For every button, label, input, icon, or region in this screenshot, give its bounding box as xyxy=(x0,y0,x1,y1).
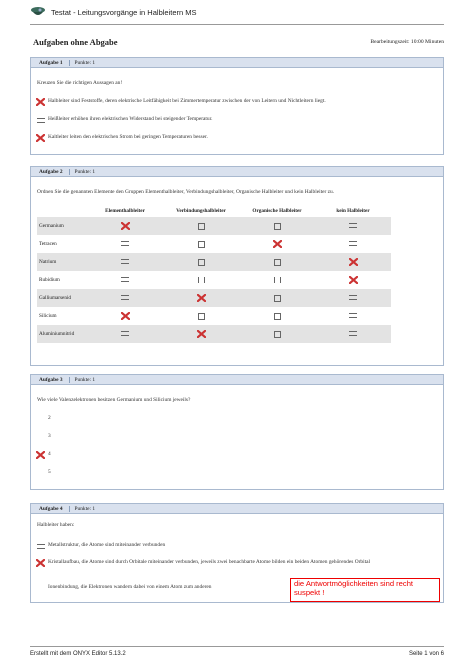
column-header: Organische Halbleiter xyxy=(252,208,302,214)
answer-text: Heißleiter erhöhen ihren elektrischen Widerstand bei steigender Temperatur. xyxy=(48,116,213,122)
column-header: Verbindungshalbleiter xyxy=(176,208,226,214)
annotation-note: die Antwortmöglichkeiten sind recht suspekt ! xyxy=(290,578,440,602)
checkbox-icon[interactable] xyxy=(239,289,315,307)
row-label: Germanium xyxy=(37,217,87,235)
checkbox-icon[interactable] xyxy=(163,253,239,271)
row-label: Silicium xyxy=(39,313,57,319)
checkbox-icon[interactable] xyxy=(163,217,239,235)
time-limit: Bearbeitungszeit: 10:00 Minuten xyxy=(370,39,444,45)
cross-mark-icon[interactable] xyxy=(315,253,391,271)
answer-option[interactable] xyxy=(36,469,51,477)
checkbox-icon[interactable] xyxy=(239,325,315,343)
empty-mark-icon[interactable] xyxy=(315,289,391,307)
column-header: kein Halbleiter xyxy=(336,208,370,214)
task-3-header xyxy=(31,375,443,385)
footer-editor: Erstellt mit dem ONYX Editor 5.13.2 xyxy=(30,651,126,657)
answer-option[interactable] xyxy=(36,98,326,106)
answer-text: 4 xyxy=(48,451,51,457)
cross-mark-icon xyxy=(36,98,45,106)
table-row xyxy=(37,271,391,289)
table-row xyxy=(37,289,391,307)
cross-mark-icon xyxy=(36,559,45,567)
empty-mark-icon xyxy=(36,116,45,124)
cross-mark-icon xyxy=(36,134,45,142)
partial-box-icon[interactable] xyxy=(163,271,239,289)
task-label: Aufgabe 3 xyxy=(31,377,70,383)
checkbox-icon[interactable] xyxy=(239,217,315,235)
answer-option[interactable] xyxy=(36,134,208,142)
row-label: Natrium xyxy=(37,253,87,271)
empty-mark-icon[interactable] xyxy=(315,307,391,325)
cross-mark-icon[interactable] xyxy=(87,307,163,325)
empty-mark-icon xyxy=(36,433,45,441)
answer-text: Halbleiter sind Feststoffe, deren elektrische Leitfähigkeit bei Zimmertemperatur zwischen der von Leitern und Nichtleitern liegt. xyxy=(48,98,326,104)
empty-mark-icon xyxy=(36,584,45,592)
empty-mark-icon xyxy=(36,542,45,550)
footer-page-number: Seite 1 von 6 xyxy=(408,651,444,657)
matching-table xyxy=(37,205,391,343)
empty-mark-icon[interactable] xyxy=(87,325,163,343)
section-title: Aufgaben ohne Abgabe xyxy=(33,37,118,47)
answer-option[interactable] xyxy=(36,559,426,567)
task-label: Aufgabe 4 xyxy=(31,506,70,512)
task-label: Aufgabe 1 xyxy=(31,60,70,66)
empty-mark-icon[interactable] xyxy=(87,271,163,289)
task-1-header xyxy=(31,58,443,68)
page-header xyxy=(30,6,197,18)
task-points: Punkte: 1 xyxy=(74,59,96,66)
checkbox-icon[interactable] xyxy=(163,307,239,325)
task-1 xyxy=(30,57,444,155)
answer-option[interactable] xyxy=(36,433,51,441)
answer-option[interactable] xyxy=(36,584,211,592)
empty-mark-icon[interactable] xyxy=(87,235,163,253)
task-points: Punkte: 1 xyxy=(74,376,96,383)
task-2 xyxy=(30,166,444,366)
header-divider xyxy=(30,24,444,25)
checkbox-icon[interactable] xyxy=(239,253,315,271)
answer-option[interactable] xyxy=(36,415,51,423)
row-label: Rubidium xyxy=(39,277,60,283)
checkbox-icon[interactable] xyxy=(163,235,239,253)
cross-mark-icon[interactable] xyxy=(239,235,315,253)
onyx-logo-icon xyxy=(30,6,46,18)
task-question: Kreuzen Sie die richtigen Aussagen an! xyxy=(37,80,123,86)
answer-option[interactable] xyxy=(36,451,51,459)
task-2-header xyxy=(31,167,443,177)
document-title: Testat - Leitungsvorgänge in Halbleitern MS xyxy=(51,7,197,17)
table-row xyxy=(37,217,391,235)
footer-divider xyxy=(30,646,444,647)
empty-mark-icon[interactable] xyxy=(87,289,163,307)
checkbox-icon[interactable] xyxy=(239,307,315,325)
cross-mark-icon xyxy=(36,451,45,459)
table-row xyxy=(37,325,391,343)
row-label: Aluminiumnitrid xyxy=(37,325,87,343)
task-question: Ordnen Sie die genannten Elemente den Gruppen Elementhalbleiter, Verbindungshalbleiter, Organische Halbleiter und kein Halbleiter zu. xyxy=(37,189,335,195)
empty-mark-icon[interactable] xyxy=(315,325,391,343)
row-label: Galliumarsenid xyxy=(37,289,87,307)
empty-mark-icon[interactable] xyxy=(315,217,391,235)
task-3 xyxy=(30,374,444,490)
answer-text: Kaltleiter leiten den elektrischen Strom bei geringen Temperaturen besser. xyxy=(48,134,208,140)
row-label: Tetracen xyxy=(39,241,57,247)
answer-text: 2 xyxy=(48,415,51,421)
empty-mark-icon[interactable] xyxy=(87,253,163,271)
cross-mark-icon[interactable] xyxy=(87,217,163,235)
task-points: Punkte: 1 xyxy=(74,505,96,512)
answer-text: 5 xyxy=(48,469,51,475)
table-row xyxy=(37,307,391,325)
answer-text: Kristallaufbau, die Atome sind durch Orbitale miteinander verbunden, jeweils zwei benachbarte Atome bilden ein beiden Atomen gehörendes Orbital xyxy=(48,559,370,565)
answer-option[interactable] xyxy=(36,542,165,550)
task-points: Punkte: 1 xyxy=(74,168,96,175)
answer-text: Ionenbindung, die Elektronen wandern dabei von einem Atom zum anderen xyxy=(48,584,212,590)
answer-option[interactable] xyxy=(36,116,212,124)
task-question: Wie viele Valenzelektronen besitzen Germanium und Silicium jeweils? xyxy=(37,397,191,403)
empty-mark-icon xyxy=(36,415,45,423)
column-header: Elementhalbleiter xyxy=(105,208,145,214)
task-question: Halbleiter haben: xyxy=(37,522,75,528)
answer-text: Metallstruktur, die Atome sind miteinander verbunden xyxy=(48,542,166,548)
table-row xyxy=(37,235,391,253)
empty-mark-icon xyxy=(36,469,45,477)
answer-text: 3 xyxy=(48,433,51,439)
cross-mark-icon[interactable] xyxy=(163,289,239,307)
empty-mark-icon[interactable] xyxy=(315,235,391,253)
table-row xyxy=(37,253,391,271)
task-4-header xyxy=(31,504,443,514)
cross-mark-icon[interactable] xyxy=(315,271,391,289)
cross-mark-icon[interactable] xyxy=(163,325,239,343)
task-label: Aufgabe 2 xyxy=(31,169,70,175)
partial-box-icon[interactable] xyxy=(239,271,315,289)
